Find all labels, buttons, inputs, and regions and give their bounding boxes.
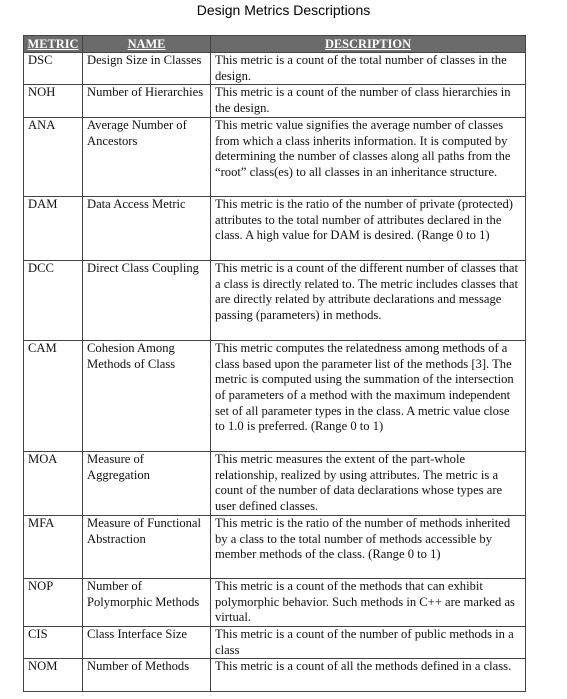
metric-cell: CAM <box>24 340 83 451</box>
description-cell: This metric is the ratio of the number of private (protected) attributes to the total number of attributes declared in the class. A high value for DAM is desired. (Range 0 to 1) <box>211 196 526 260</box>
metrics-table <box>23 35 526 692</box>
table-row <box>24 53 526 85</box>
description-cell: This metric is a count of the total number of classes in the design. <box>211 53 526 85</box>
description-cell: This metric is a count of the methods that can exhibit polymorphic behavior. Such methods in C++ are marked as virtual. <box>211 578 526 626</box>
table-row <box>24 340 526 451</box>
description-cell: This metric value signifies the average number of classes from which a class inherits information. It is computed by determining the number of classes along all paths from the “root” class(es) to all classes in an inheritance structure. <box>211 117 526 196</box>
name-cell: Design Size in Classes <box>83 53 211 85</box>
column-header-description: DESCRIPTION <box>211 36 526 53</box>
description-cell: This metric is a count of the number of class hierarchies in the design. <box>211 85 526 117</box>
description-cell: This metric computes the relatedness among methods of a class based upon the parameter list of the methods [3]. The metric is computed using the summation of the intersection of parameters of a method with the maximum independent set of all parameter types in the class. A metric value close to 1.0 is preferred. (Range 0 to 1) <box>211 340 526 451</box>
metric-cell: MOA <box>24 451 83 515</box>
table-row <box>24 659 526 692</box>
metric-cell: DSC <box>24 53 83 85</box>
table-row <box>24 260 526 340</box>
table-row <box>24 626 526 658</box>
name-cell: Class Interface Size <box>83 626 211 658</box>
name-cell: Average Number of Ancestors <box>83 117 211 196</box>
metric-cell: NOP <box>24 578 83 626</box>
table-row <box>24 578 526 626</box>
table-header-row <box>24 36 526 53</box>
description-cell: This metric is a count of the number of public methods in a class <box>211 626 526 658</box>
metric-cell: CIS <box>24 626 83 658</box>
table-row <box>24 85 526 117</box>
name-cell: Number of Methods <box>83 659 211 692</box>
table-row <box>24 451 526 515</box>
name-cell: Measure of Aggregation <box>83 451 211 515</box>
description-cell: This metric is a count of the different number of classes that a class is directly related to. The metric includes classes that are directly related by attribute declarations and message passing (parameters) in methods. <box>211 260 526 340</box>
description-cell: This metric measures the extent of the part-whole relationship, realized by using attributes. The metric is a count of the number of data declarations whose types are user defined classes. <box>211 451 526 515</box>
name-cell: Data Access Metric <box>83 196 211 260</box>
description-cell: This metric is the ratio of the number of methods inherited by a class to the total number of methods accessible by member methods of the class. (Range 0 to 1) <box>211 515 526 578</box>
table-row <box>24 196 526 260</box>
metric-cell: DCC <box>24 260 83 340</box>
name-cell: Cohesion Among Methods of Class <box>83 340 211 451</box>
table-row <box>24 515 526 578</box>
name-cell: Number of Hierarchies <box>83 85 211 117</box>
page-title: Design Metrics Descriptions <box>196 2 371 18</box>
description-cell: This metric is a count of all the methods defined in a class. <box>211 659 526 692</box>
metric-cell: DAM <box>24 196 83 260</box>
metric-cell: ANA <box>24 117 83 196</box>
name-cell: Number of Polymorphic Methods <box>83 578 211 626</box>
column-header-metric: METRIC <box>24 36 83 53</box>
name-cell: Direct Class Coupling <box>83 260 211 340</box>
table-row <box>24 117 526 196</box>
metric-cell: NOM <box>24 659 83 692</box>
name-cell: Measure of Functional Abstraction <box>83 515 211 578</box>
column-header-name: NAME <box>83 36 211 53</box>
metric-cell: MFA <box>24 515 83 578</box>
metric-cell: NOH <box>24 85 83 117</box>
